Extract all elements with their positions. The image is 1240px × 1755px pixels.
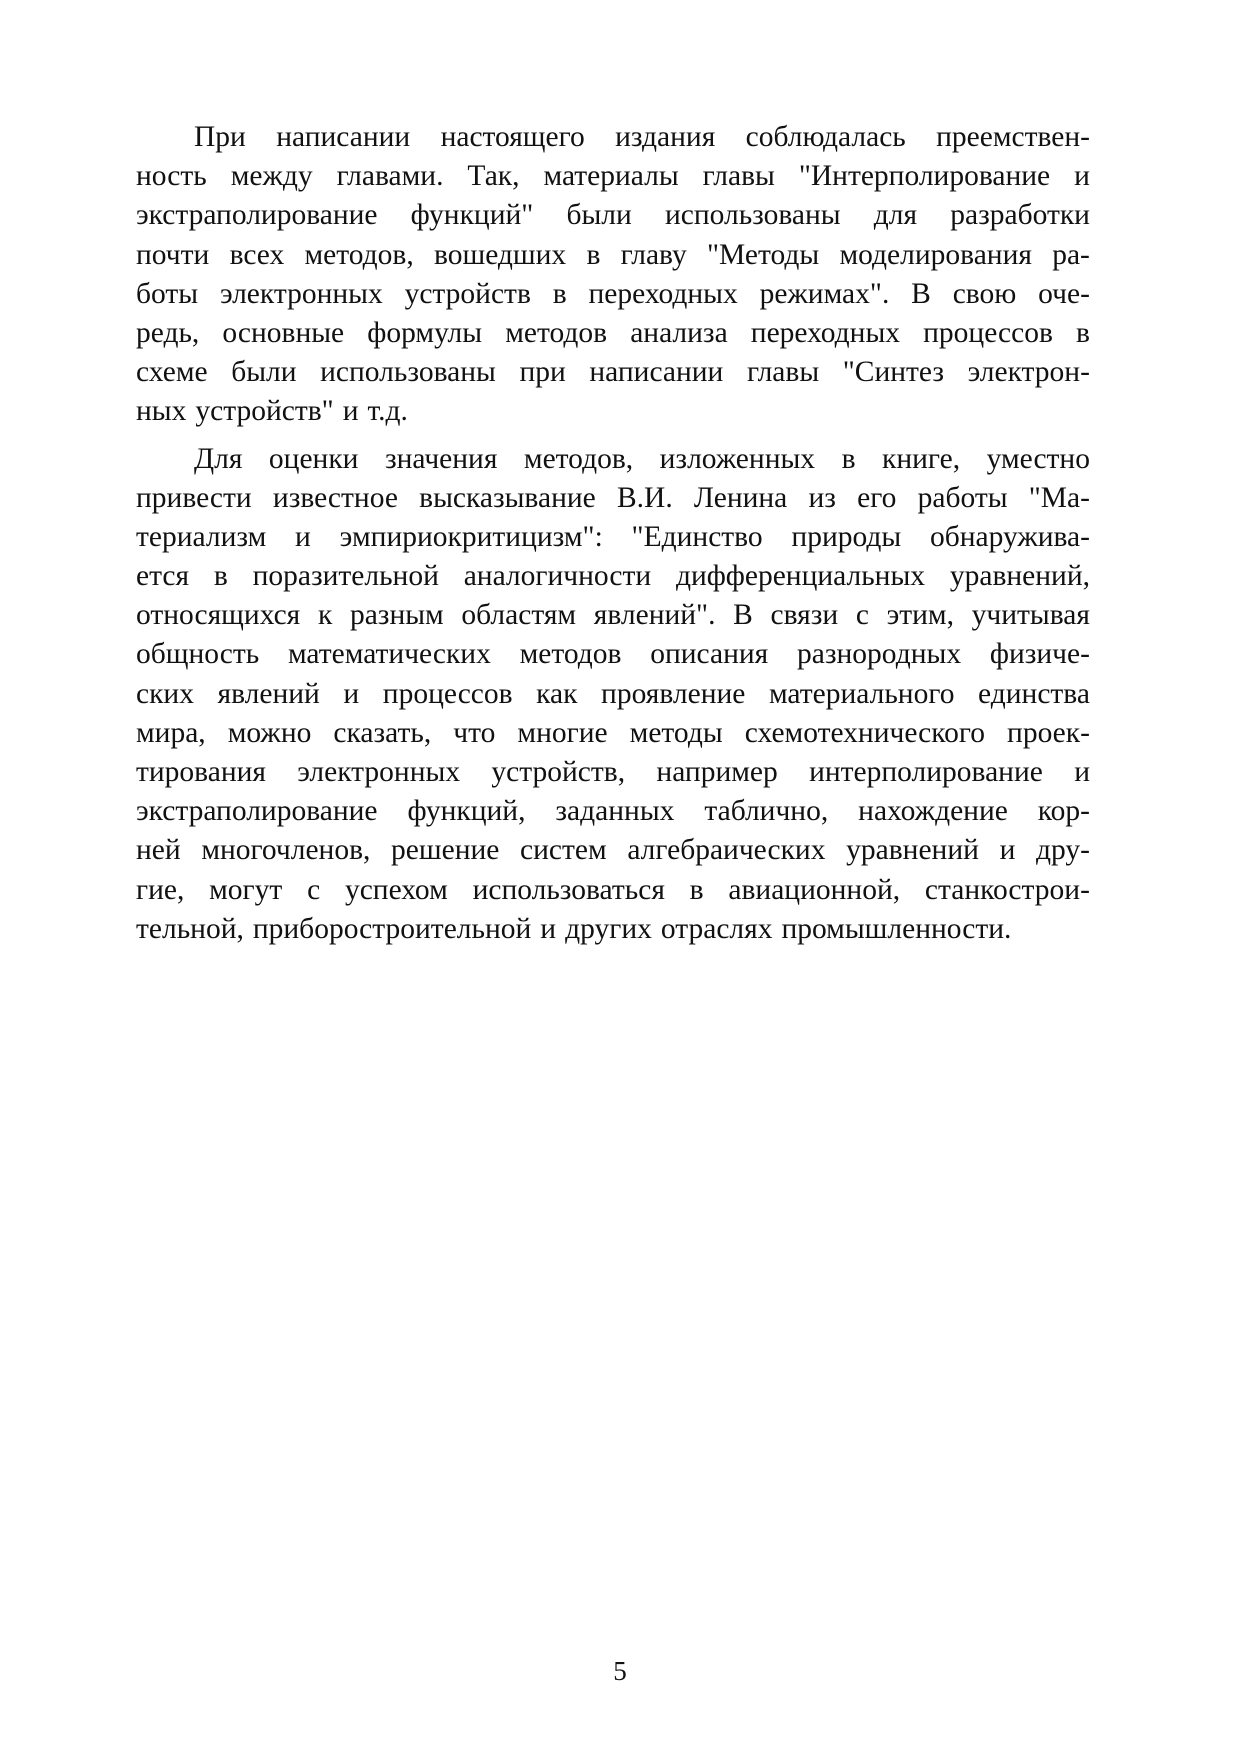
text-line: тельной, приборостроительной и других отраслях промышленности. [136, 912, 1012, 945]
page-number: 5 [613, 1656, 627, 1686]
text-line: При написании настоящего издания соблюдалась преемствен- [194, 121, 1090, 153]
text-line: ность между главами. Так, материалы главы "Интерполирование и [136, 160, 1090, 193]
text-line: мира, можно сказать, что многие методы схемотехнического проек- [136, 716, 1090, 749]
text-line: ней многочленов, решение систем алгебраических уравнений и дру- [136, 834, 1090, 867]
text-line: редь, основные формулы методов анализа переходных процессов в [136, 316, 1090, 349]
text-line: ских явлений и процессов как проявление материального единства [136, 677, 1090, 710]
text-line: привести известное высказывание В.И. Ленина из его работы "Ма- [136, 481, 1090, 514]
text-line: относящихся к разным областям явлений". В связи с этим, учитывая [136, 599, 1090, 632]
text-line: экстраполирование функций, заданных таблично, нахождение кор- [136, 795, 1090, 828]
paragraph [136, 118, 1090, 432]
text-line: ных устройств" и т.д. [136, 395, 408, 428]
text-line: почти всех методов, вошедших в главу "Методы моделирования ра- [136, 238, 1090, 271]
paragraph [136, 440, 1090, 949]
text-line: экстраполирование функций" были использованы для разработки [136, 199, 1090, 232]
text-line: териализм и эмпириокритицизм": "Единство природы обнаружива- [136, 520, 1090, 553]
text-line: схеме были использованы при написании главы "Синтез электрон- [136, 356, 1090, 389]
text-line: тирования электронных устройств, например интерполирование и [136, 756, 1090, 788]
text-line: ется в поразительной аналогичности дифференциальных уравнений, [136, 560, 1090, 593]
text-line: Для оценки значения методов, изложенных в книге, уместно [194, 442, 1090, 475]
text-line: боты электронных устройств в переходных режимах". В свою оче- [136, 277, 1090, 310]
text-line: общность математических методов описания разнородных физиче- [136, 638, 1090, 671]
body-text [136, 118, 1090, 949]
text-line: гие, могут с успехом использоваться в авиационной, станкострои- [136, 873, 1090, 906]
